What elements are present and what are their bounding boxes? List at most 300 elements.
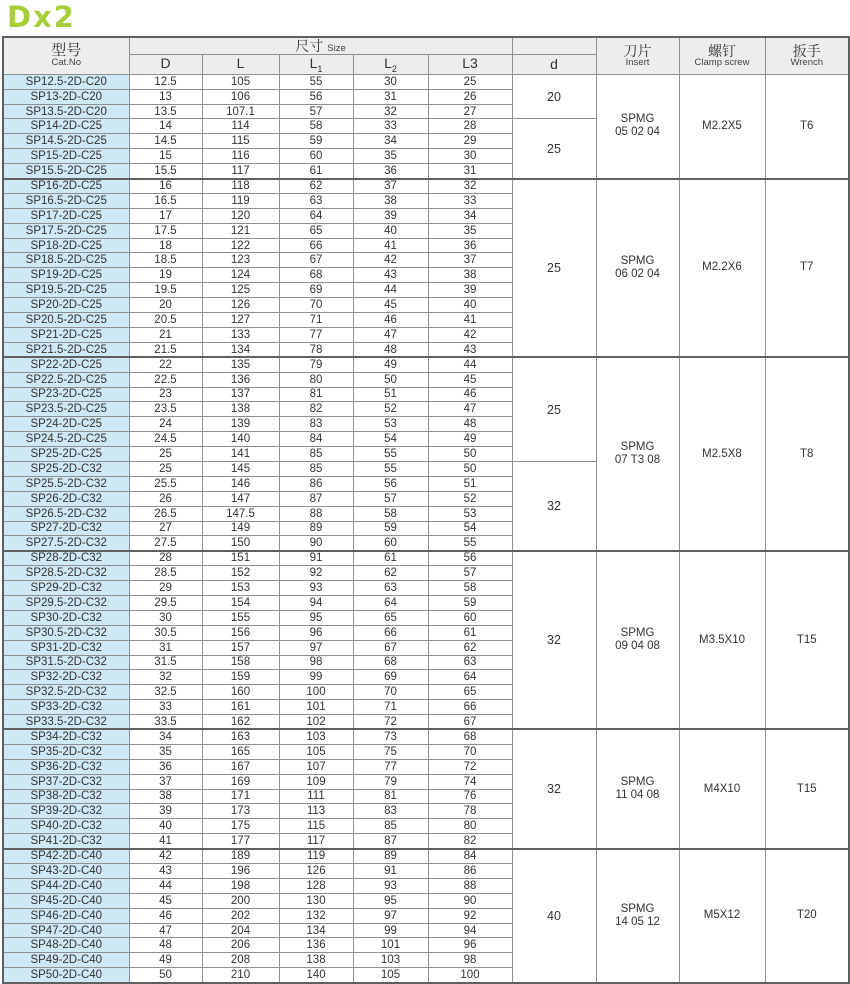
cat-no-cell: SP42-2D-C40 <box>3 849 129 864</box>
cat-no-cell: SP18.5-2D-C25 <box>3 253 129 268</box>
size-value-cell: 100 <box>279 685 353 700</box>
size-value-cell: 31.5 <box>129 655 202 670</box>
size-value-cell: 32 <box>129 670 202 685</box>
size-value-cell: 39 <box>129 804 202 819</box>
d-value-cell: 25 <box>512 357 596 461</box>
d-value-cell: 32 <box>512 551 596 730</box>
col-header-screw <box>679 37 765 74</box>
size-value-cell: 206 <box>202 938 279 953</box>
size-value-cell: 127 <box>202 313 279 328</box>
size-value-cell: 50 <box>129 968 202 983</box>
size-value-cell: 44 <box>129 878 202 893</box>
cat-no-cell: SP45-2D-C40 <box>3 893 129 908</box>
insert-cell: SPMG 09 04 08 <box>596 551 679 730</box>
size-value-cell: 171 <box>202 789 279 804</box>
size-value-cell: 28 <box>428 119 512 134</box>
size-value-cell: 49 <box>428 432 512 447</box>
cat-no-cell: SP25-2D-C25 <box>3 447 129 462</box>
size-value-cell: 81 <box>279 387 353 402</box>
size-value-cell: 48 <box>129 938 202 953</box>
size-value-cell: 119 <box>279 849 353 864</box>
cat-no-cell: SP26.5-2D-C32 <box>3 506 129 521</box>
size-value-cell: 24 <box>129 417 202 432</box>
col-header-L3: L3 <box>428 55 512 75</box>
size-value-cell: 93 <box>279 581 353 596</box>
cat-no-cell: SP47-2D-C40 <box>3 923 129 938</box>
size-value-cell: 134 <box>279 923 353 938</box>
size-value-cell: 101 <box>353 938 428 953</box>
size-value-cell: 29.5 <box>129 595 202 610</box>
size-value-cell: 90 <box>279 536 353 551</box>
size-value-cell: 53 <box>428 506 512 521</box>
cat-no-cell: SP31-2D-C32 <box>3 640 129 655</box>
size-value-cell: 70 <box>353 685 428 700</box>
size-value-cell: 97 <box>353 908 428 923</box>
cat-no-cell: SP24-2D-C25 <box>3 417 129 432</box>
brand-logo: Dx2 <box>7 0 76 34</box>
size-value-cell: 75 <box>353 744 428 759</box>
col-header-insert-zh: 刀片 <box>623 42 652 59</box>
size-value-cell: 140 <box>279 968 353 983</box>
cat-no-cell: SP27-2D-C32 <box>3 521 129 536</box>
cat-no-cell: SP29-2D-C32 <box>3 581 129 596</box>
size-value-cell: 55 <box>279 74 353 89</box>
cat-no-cell: SP26-2D-C32 <box>3 491 129 506</box>
size-value-cell: 61 <box>279 164 353 179</box>
cat-no-cell: SP20.5-2D-C25 <box>3 313 129 328</box>
size-value-cell: 63 <box>428 655 512 670</box>
screw-cell: M5X12 <box>679 849 765 983</box>
size-value-cell: 165 <box>202 744 279 759</box>
size-value-cell: 153 <box>202 581 279 596</box>
size-value-cell: 147.5 <box>202 506 279 521</box>
size-value-cell: 98 <box>279 655 353 670</box>
size-value-cell: 14 <box>129 119 202 134</box>
size-value-cell: 61 <box>353 551 428 566</box>
spec-table <box>2 36 850 984</box>
size-value-cell: 59 <box>279 134 353 149</box>
cat-no-cell: SP22.5-2D-C25 <box>3 372 129 387</box>
size-value-cell: 71 <box>279 313 353 328</box>
cat-no-cell: SP27.5-2D-C32 <box>3 536 129 551</box>
size-value-cell: 50 <box>428 447 512 462</box>
size-value-cell: 156 <box>202 625 279 640</box>
size-value-cell: 12.5 <box>129 74 202 89</box>
size-value-cell: 53 <box>353 417 428 432</box>
size-value-cell: 35 <box>129 744 202 759</box>
size-value-cell: 96 <box>279 625 353 640</box>
cat-no-cell: SP14.5-2D-C25 <box>3 134 129 149</box>
cat-no-cell: SP23.5-2D-C25 <box>3 402 129 417</box>
cat-no-cell: SP33-2D-C32 <box>3 700 129 715</box>
size-value-cell: 169 <box>202 774 279 789</box>
size-value-cell: 66 <box>279 238 353 253</box>
size-value-cell: 56 <box>353 476 428 491</box>
size-value-cell: 157 <box>202 640 279 655</box>
size-value-cell: 33 <box>129 700 202 715</box>
size-value-cell: 85 <box>353 819 428 834</box>
size-value-cell: 35 <box>353 149 428 164</box>
cat-no-cell: SP14-2D-C25 <box>3 119 129 134</box>
size-value-cell: 102 <box>279 715 353 730</box>
cat-no-cell: SP16.5-2D-C25 <box>3 193 129 208</box>
cat-no-cell: SP32.5-2D-C32 <box>3 685 129 700</box>
size-value-cell: 50 <box>428 461 512 476</box>
size-value-cell: 25 <box>428 74 512 89</box>
table-row <box>3 74 849 89</box>
size-value-cell: 13.5 <box>129 104 202 119</box>
size-value-cell: 115 <box>202 134 279 149</box>
cat-no-cell: SP46-2D-C40 <box>3 908 129 923</box>
size-value-cell: 70 <box>428 744 512 759</box>
size-value-cell: 15.5 <box>129 164 202 179</box>
size-value-cell: 50 <box>353 372 428 387</box>
size-value-cell: 32 <box>353 104 428 119</box>
wrench-cell: T8 <box>765 357 849 551</box>
col-header-catno-en: Cat.No <box>51 57 82 69</box>
size-value-cell: 41 <box>129 834 202 849</box>
size-value-cell: 93 <box>353 878 428 893</box>
size-value-cell: 111 <box>279 789 353 804</box>
screw-cell: M4X10 <box>679 729 765 848</box>
size-value-cell: 173 <box>202 804 279 819</box>
d-value-cell: 20 <box>512 74 596 119</box>
size-value-cell: 69 <box>279 283 353 298</box>
size-value-cell: 77 <box>279 327 353 342</box>
size-value-cell: 22.5 <box>129 372 202 387</box>
size-value-cell: 34 <box>353 134 428 149</box>
size-value-cell: 155 <box>202 610 279 625</box>
size-value-cell: 37 <box>353 179 428 194</box>
size-value-cell: 57 <box>353 491 428 506</box>
size-value-cell: 91 <box>279 551 353 566</box>
size-value-cell: 145 <box>202 461 279 476</box>
size-value-cell: 27.5 <box>129 536 202 551</box>
cat-no-cell: SP49-2D-C40 <box>3 953 129 968</box>
size-value-cell: 30 <box>129 610 202 625</box>
size-value-cell: 105 <box>279 744 353 759</box>
cat-no-cell: SP38-2D-C32 <box>3 789 129 804</box>
size-value-cell: 204 <box>202 923 279 938</box>
cat-no-cell: SP44-2D-C40 <box>3 878 129 893</box>
size-value-cell: 59 <box>428 595 512 610</box>
size-value-cell: 40 <box>129 819 202 834</box>
size-value-cell: 46 <box>353 313 428 328</box>
size-value-cell: 135 <box>202 357 279 372</box>
col-header-wrench-en: Wrench <box>790 56 824 68</box>
size-value-cell: 33 <box>428 193 512 208</box>
size-value-cell: 95 <box>279 610 353 625</box>
size-value-cell: 87 <box>279 491 353 506</box>
size-value-cell: 42 <box>129 849 202 864</box>
size-value-cell: 82 <box>279 402 353 417</box>
size-value-cell: 103 <box>353 953 428 968</box>
size-value-cell: 39 <box>428 283 512 298</box>
size-value-cell: 60 <box>279 149 353 164</box>
cat-no-cell: SP15-2D-C25 <box>3 149 129 164</box>
cat-no-cell: SP25.5-2D-C32 <box>3 476 129 491</box>
size-value-cell: 132 <box>279 908 353 923</box>
col-header-L2: $L_2$ <box>353 55 428 75</box>
size-value-cell: 32 <box>428 179 512 194</box>
size-value-cell: 47 <box>353 327 428 342</box>
size-value-cell: 159 <box>202 670 279 685</box>
size-value-cell: 61 <box>428 625 512 640</box>
col-header-L1: $L_1$ <box>279 55 353 75</box>
size-value-cell: 41 <box>428 313 512 328</box>
size-value-cell: 95 <box>353 893 428 908</box>
cat-no-cell: SP28.5-2D-C32 <box>3 566 129 581</box>
size-value-cell: 66 <box>428 700 512 715</box>
cat-no-cell: SP37-2D-C32 <box>3 774 129 789</box>
size-value-cell: 175 <box>202 819 279 834</box>
size-value-cell: 47 <box>428 402 512 417</box>
size-value-cell: 55 <box>428 536 512 551</box>
size-value-cell: 64 <box>279 208 353 223</box>
table-row <box>3 729 849 744</box>
size-value-cell: 29 <box>428 134 512 149</box>
cat-no-cell: SP40-2D-C32 <box>3 819 129 834</box>
size-value-cell: 198 <box>202 878 279 893</box>
size-value-cell: 87 <box>353 834 428 849</box>
size-value-cell: 41 <box>353 238 428 253</box>
size-value-cell: 105 <box>353 968 428 983</box>
size-value-cell: 92 <box>428 908 512 923</box>
wrench-cell: T6 <box>765 74 849 178</box>
size-value-cell: 151 <box>202 551 279 566</box>
size-value-cell: 105 <box>202 74 279 89</box>
size-value-cell: 14.5 <box>129 134 202 149</box>
d-value-cell: 40 <box>512 849 596 983</box>
size-value-cell: 48 <box>428 417 512 432</box>
size-value-cell: 38 <box>428 268 512 283</box>
cat-no-cell: SP15.5-2D-C25 <box>3 164 129 179</box>
cat-no-cell: SP19-2D-C25 <box>3 268 129 283</box>
size-value-cell: 60 <box>353 536 428 551</box>
cat-no-cell: SP21-2D-C25 <box>3 327 129 342</box>
cat-no-cell: SP24.5-2D-C25 <box>3 432 129 447</box>
cat-no-cell: SP21.5-2D-C25 <box>3 342 129 357</box>
size-value-cell: 49 <box>353 357 428 372</box>
size-value-cell: 56 <box>279 89 353 104</box>
cat-no-cell: SP41-2D-C32 <box>3 834 129 849</box>
size-value-cell: 36 <box>129 759 202 774</box>
size-value-cell: 149 <box>202 521 279 536</box>
cat-no-cell: SP28-2D-C32 <box>3 551 129 566</box>
col-header-size-group <box>129 37 512 55</box>
size-value-cell: 82 <box>428 834 512 849</box>
cat-no-cell: SP36-2D-C32 <box>3 759 129 774</box>
size-value-cell: 30 <box>353 74 428 89</box>
insert-cell: SPMG 05 02 04 <box>596 74 679 178</box>
size-value-cell: 202 <box>202 908 279 923</box>
size-value-cell: 137 <box>202 387 279 402</box>
size-value-cell: 73 <box>353 729 428 744</box>
size-value-cell: 13 <box>129 89 202 104</box>
size-value-cell: 28.5 <box>129 566 202 581</box>
size-value-cell: 141 <box>202 447 279 462</box>
size-value-cell: 49 <box>129 953 202 968</box>
size-value-cell: 106 <box>202 89 279 104</box>
size-value-cell: 38 <box>353 193 428 208</box>
size-value-cell: 16 <box>129 179 202 194</box>
spec-table-body <box>3 74 849 982</box>
size-value-cell: 109 <box>279 774 353 789</box>
size-value-cell: 134 <box>202 342 279 357</box>
size-value-cell: 23.5 <box>129 402 202 417</box>
size-value-cell: 130 <box>279 893 353 908</box>
size-value-cell: 65 <box>353 610 428 625</box>
wrench-cell: T15 <box>765 729 849 848</box>
size-value-cell: 79 <box>353 774 428 789</box>
table-row <box>3 179 849 194</box>
size-value-cell: 33.5 <box>129 715 202 730</box>
size-value-cell: 44 <box>353 283 428 298</box>
size-value-cell: 19.5 <box>129 283 202 298</box>
cat-no-cell: SP16-2D-C25 <box>3 179 129 194</box>
size-value-cell: 16.5 <box>129 193 202 208</box>
size-value-cell: 15 <box>129 149 202 164</box>
size-value-cell: 133 <box>202 327 279 342</box>
col-header-size-en: Size <box>327 43 346 54</box>
cat-no-cell: SP22-2D-C25 <box>3 357 129 372</box>
screw-cell: M2.5X8 <box>679 357 765 551</box>
size-value-cell: 114 <box>202 119 279 134</box>
size-value-cell: 30.5 <box>129 625 202 640</box>
size-value-cell: 32.5 <box>129 685 202 700</box>
size-value-cell: 54 <box>428 521 512 536</box>
size-value-cell: 124 <box>202 268 279 283</box>
size-value-cell: 38 <box>129 789 202 804</box>
size-value-cell: 26.5 <box>129 506 202 521</box>
size-value-cell: 84 <box>279 432 353 447</box>
size-value-cell: 46 <box>129 908 202 923</box>
size-value-cell: 17 <box>129 208 202 223</box>
size-value-cell: 99 <box>353 923 428 938</box>
size-value-cell: 210 <box>202 968 279 983</box>
size-value-cell: 67 <box>353 640 428 655</box>
size-value-cell: 78 <box>428 804 512 819</box>
size-value-cell: 37 <box>428 253 512 268</box>
size-value-cell: 40 <box>353 223 428 238</box>
cat-no-cell: SP19.5-2D-C25 <box>3 283 129 298</box>
size-value-cell: 86 <box>428 864 512 879</box>
size-value-cell: 85 <box>279 461 353 476</box>
cat-no-cell: SP30-2D-C32 <box>3 610 129 625</box>
size-value-cell: 69 <box>353 670 428 685</box>
size-value-cell: 72 <box>428 759 512 774</box>
cat-no-cell: SP32-2D-C32 <box>3 670 129 685</box>
cat-no-cell: SP23-2D-C25 <box>3 387 129 402</box>
size-value-cell: 200 <box>202 893 279 908</box>
cat-no-cell: SP25-2D-C32 <box>3 461 129 476</box>
spec-table-header <box>3 37 849 74</box>
size-value-cell: 45 <box>129 893 202 908</box>
size-value-cell: 57 <box>428 566 512 581</box>
insert-cell: SPMG 11 04 08 <box>596 729 679 848</box>
size-value-cell: 62 <box>428 640 512 655</box>
col-header-screw-zh: 螺钉 <box>708 42 736 59</box>
size-value-cell: 107.1 <box>202 104 279 119</box>
size-value-cell: 23 <box>129 387 202 402</box>
size-value-cell: 89 <box>353 849 428 864</box>
size-value-cell: 85 <box>279 447 353 462</box>
size-value-cell: 27 <box>129 521 202 536</box>
size-value-cell: 161 <box>202 700 279 715</box>
size-value-cell: 42 <box>353 253 428 268</box>
size-value-cell: 58 <box>279 119 353 134</box>
size-value-cell: 30 <box>428 149 512 164</box>
size-value-cell: 150 <box>202 536 279 551</box>
size-value-cell: 86 <box>279 476 353 491</box>
size-value-cell: 56 <box>428 551 512 566</box>
size-value-cell: 146 <box>202 476 279 491</box>
size-value-cell: 60 <box>428 610 512 625</box>
size-value-cell: 68 <box>353 655 428 670</box>
size-value-cell: 99 <box>279 670 353 685</box>
size-value-cell: 88 <box>279 506 353 521</box>
size-value-cell: 167 <box>202 759 279 774</box>
size-value-cell: 36 <box>428 238 512 253</box>
size-value-cell: 101 <box>279 700 353 715</box>
size-value-cell: 18.5 <box>129 253 202 268</box>
size-value-cell: 52 <box>353 402 428 417</box>
size-value-cell: 63 <box>279 193 353 208</box>
size-value-cell: 54 <box>353 432 428 447</box>
size-value-cell: 45 <box>353 298 428 313</box>
size-value-cell: 80 <box>279 372 353 387</box>
size-value-cell: 84 <box>428 849 512 864</box>
size-value-cell: 62 <box>353 566 428 581</box>
size-value-cell: 44 <box>428 357 512 372</box>
col-header-insert-en: Insert <box>625 56 650 68</box>
cat-no-cell: SP12.5-2D-C20 <box>3 74 129 89</box>
cat-no-cell: SP18-2D-C25 <box>3 238 129 253</box>
size-value-cell: 107 <box>279 759 353 774</box>
cat-no-cell: SP29.5-2D-C32 <box>3 595 129 610</box>
size-value-cell: 65 <box>428 685 512 700</box>
size-value-cell: 45 <box>428 372 512 387</box>
size-value-cell: 208 <box>202 953 279 968</box>
size-value-cell: 21.5 <box>129 342 202 357</box>
d-value-cell: 32 <box>512 729 596 848</box>
size-value-cell: 37 <box>129 774 202 789</box>
col-header-d-spacer <box>512 37 596 55</box>
size-value-cell: 47 <box>129 923 202 938</box>
size-value-cell: 66 <box>353 625 428 640</box>
size-value-cell: 77 <box>353 759 428 774</box>
size-value-cell: 128 <box>279 878 353 893</box>
size-value-cell: 152 <box>202 566 279 581</box>
size-value-cell: 72 <box>353 715 428 730</box>
size-value-cell: 43 <box>129 864 202 879</box>
size-value-cell: 21 <box>129 327 202 342</box>
size-value-cell: 103 <box>279 729 353 744</box>
size-value-cell: 26 <box>129 491 202 506</box>
size-value-cell: 46 <box>428 387 512 402</box>
size-value-cell: 138 <box>202 402 279 417</box>
col-header-D: D <box>129 55 202 75</box>
size-value-cell: 140 <box>202 432 279 447</box>
cat-no-cell: SP33.5-2D-C32 <box>3 715 129 730</box>
cat-no-cell: SP17-2D-C25 <box>3 208 129 223</box>
size-value-cell: 43 <box>428 342 512 357</box>
size-value-cell: 70 <box>279 298 353 313</box>
size-value-cell: 33 <box>353 119 428 134</box>
size-value-cell: 138 <box>279 953 353 968</box>
size-value-cell: 25 <box>129 447 202 462</box>
size-value-cell: 28 <box>129 551 202 566</box>
